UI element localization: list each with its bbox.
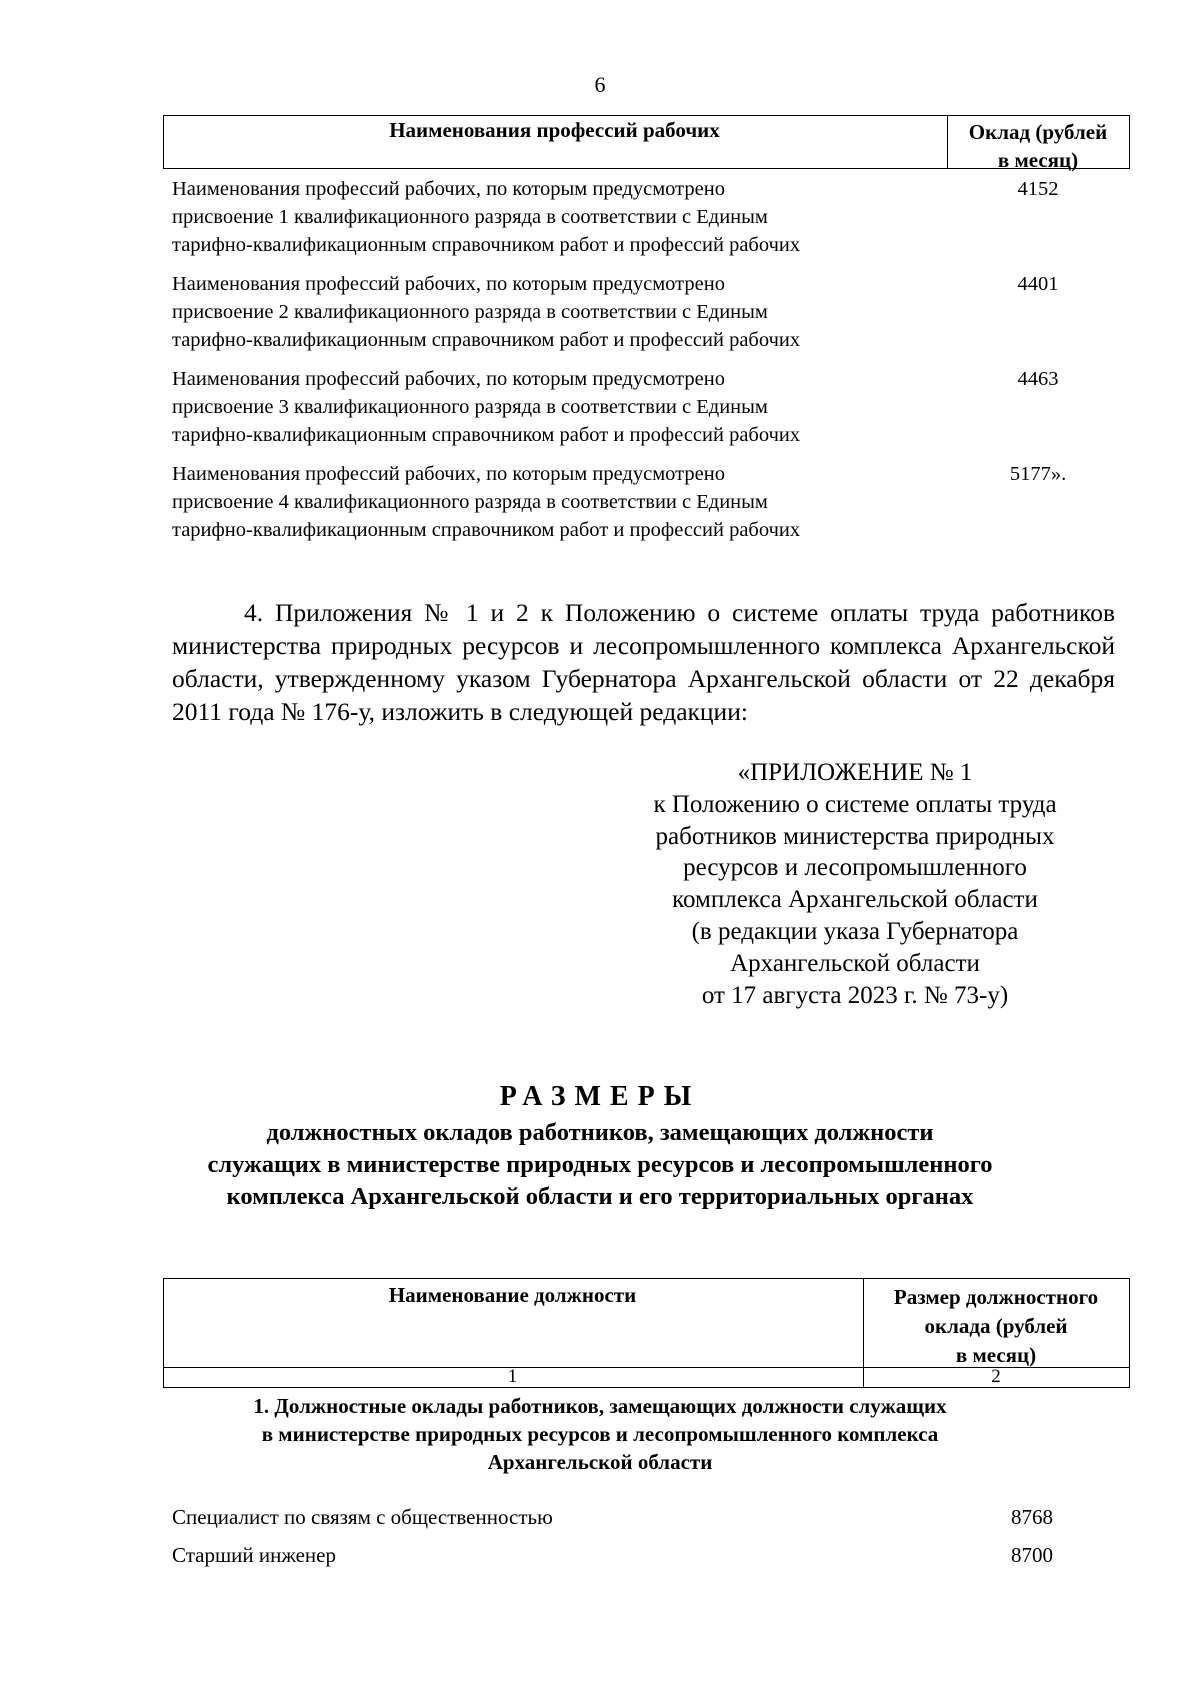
section-1-heading: 1. Должностные оклады работников, замещающих должности служащих в министерстве природных ресурсов и лесопромышленного комплекса Архангельской области: [253, 1394, 947, 1474]
salary-value: 4463: [1017, 368, 1059, 390]
salary-value: 8768: [1011, 1505, 1053, 1529]
appendix-header: «ПРИЛОЖЕНИЕ № 1 к Положению о системе оплаты труда работников министерства природных ресурсов и лесопромышленного комплекса Архангельской области (в редакции указа Губернатора Архангельской области от 17 августа 2023 г. № 73-у): [653, 759, 1057, 1009]
salary-value: 5177».: [1009, 463, 1067, 485]
salary-value: 4152: [1017, 178, 1059, 200]
position-name: Специалист по связям с общественностью: [172, 1505, 553, 1529]
salary-value: 4401: [1017, 273, 1059, 295]
position-name: Старший инженер: [172, 1543, 336, 1567]
document-subtitle: должностных окладов работников, замещающих должности служащих в министерстве природных ресурсов и лесопромышленного комплекса Архангельской области и его территориальных органах: [207, 1119, 993, 1210]
workers-table-header-salary: Оклад (рублей в месяц): [968, 120, 1108, 172]
page-number: 6: [594, 72, 606, 97]
positions-table-header-size: Размер должностного оклада (рублей в месяц): [893, 1285, 1099, 1367]
profession-name: Наименования профессий рабочих, по которым предусмотрено присвоение 1 квалификационного разряда в соответствии с Единым тарифно-квалификационным справочником работ и профессий рабочих: [172, 178, 801, 256]
workers-table-header-name: Наименования профессий рабочих: [389, 118, 720, 142]
profession-name: Наименования профессий рабочих, по которым предусмотрено присвоение 4 квалификационного разряда в соответствии с Единым тарифно-квалификационным справочником работ и профессий рабочих: [172, 463, 801, 541]
column-index-2: 2: [991, 1366, 1001, 1387]
paragraph-4: 4. Приложения № 1 и 2 к Положению о системе оплаты труда работников министерства природных ресурсов и лесопромышленного комплекса Архангельской области, утвержденному указом Губернатора Архангельской области от 22 декабря 2011 года № 176-у, изложить в следующей редакции:: [172, 598, 1115, 726]
column-index-1: 1: [507, 1366, 518, 1387]
profession-name: Наименования профессий рабочих, по которым предусмотрено присвоение 3 квалификационного разряда в соответствии с Единым тарифно-квалификационным справочником работ и профессий рабочих: [172, 368, 801, 446]
salary-value: 8700: [1011, 1543, 1053, 1567]
profession-name: Наименования профессий рабочих, по которым предусмотрено присвоение 2 квалификационного разряда в соответствии с Единым тарифно-квалификационным справочником работ и профессий рабочих: [172, 273, 801, 351]
document-title: РАЗМЕРЫ: [499, 1081, 701, 1112]
positions-table-header-name: Наименование должности: [388, 1283, 637, 1307]
